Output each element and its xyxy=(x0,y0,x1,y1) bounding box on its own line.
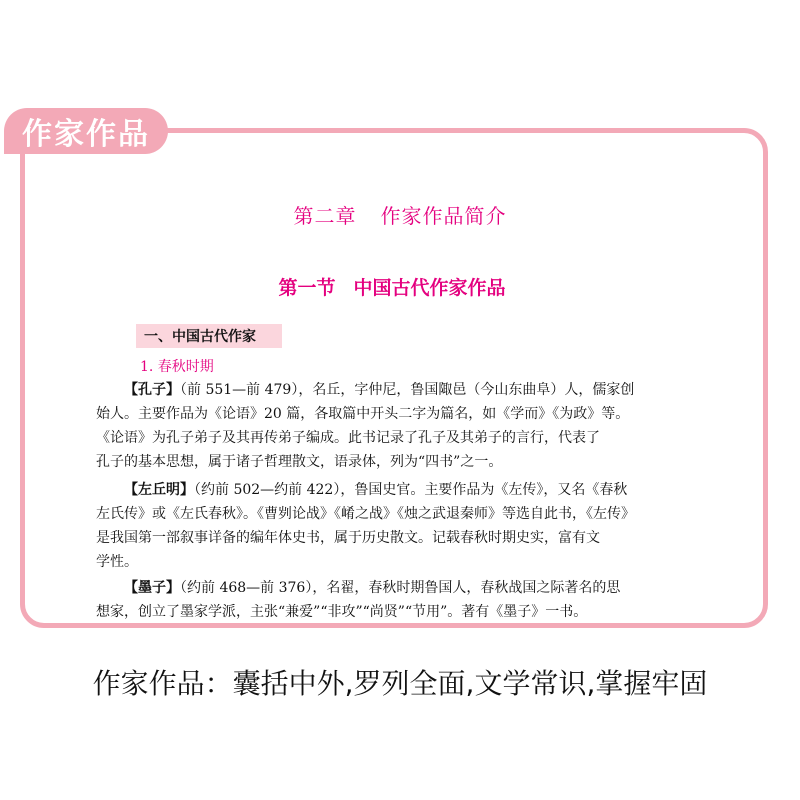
entry-mozi xyxy=(96,576,704,624)
section-title: 中国古代作家作品 xyxy=(353,277,506,299)
entry-zuo-qiuming xyxy=(96,478,704,574)
promo-caption: 作家作品：囊括中外,罗列全面,文学常识,掌握牢固 xyxy=(92,667,708,700)
category-tab-label: 作家作品 xyxy=(22,117,150,152)
entry-name: 【墨子】 xyxy=(124,580,180,596)
entry-line: 【孔子】（前 551—前 479），名丘，字仲尼，鲁国陬邑（今山东曲阜）人，儒家创 xyxy=(124,382,635,398)
entry-name: 【左丘明】 xyxy=(124,482,194,498)
entry-confucius xyxy=(96,378,704,474)
chapter-number: 第二章 xyxy=(293,204,357,228)
section-number: 第一节 xyxy=(278,277,336,299)
entry-line: 【左丘明】（约前 502—约前 422），鲁国史官。主要作品为《左传》，又名《春秋 xyxy=(124,482,628,498)
entry-name: 【孔子】 xyxy=(124,382,180,398)
period-heading: 1. 春秋时期 xyxy=(140,359,214,375)
entry-line: 想家，创立了墨家学派，主张“兼爱”“非攻”“尚贤”“节用”。著有《墨子》一书。 xyxy=(96,604,588,620)
category-tab xyxy=(4,108,168,154)
entry-line: 【墨子】（约前 468—前 376），名翟，春秋时期鲁国人，春秋战国之际著名的思 xyxy=(124,580,621,596)
subheading-text: 一、中国古代作家 xyxy=(144,329,256,345)
entry-line: 始人。主要作品为《论语》20 篇，各取篇中开头二字为篇名，如《学而》《为政》等。 xyxy=(96,406,630,422)
chapter-heading xyxy=(0,200,800,229)
subheading-highlight xyxy=(136,324,282,348)
entry-line: 左氏传》或《左氏春秋》。《曹刿论战》《崤之战》《烛之武退秦师》等选自此书，《左传》 xyxy=(96,506,635,522)
entry-line: 学性。 xyxy=(96,554,138,570)
entry-line: 《论语》为孔子弟子及其再传弟子编成。此书记录了孔子及其弟子的言行，代表了 xyxy=(96,430,600,446)
section-heading xyxy=(0,273,784,300)
chapter-title: 作家作品简介 xyxy=(380,204,507,228)
entry-line: 孔子的基本思想，属于诸子哲理散文，语录体，列为“四书”之一。 xyxy=(96,454,503,470)
entry-line: 是我国第一部叙事详备的编年体史书，属于历史散文。记载春秋时期史实，富有文 xyxy=(96,530,600,546)
